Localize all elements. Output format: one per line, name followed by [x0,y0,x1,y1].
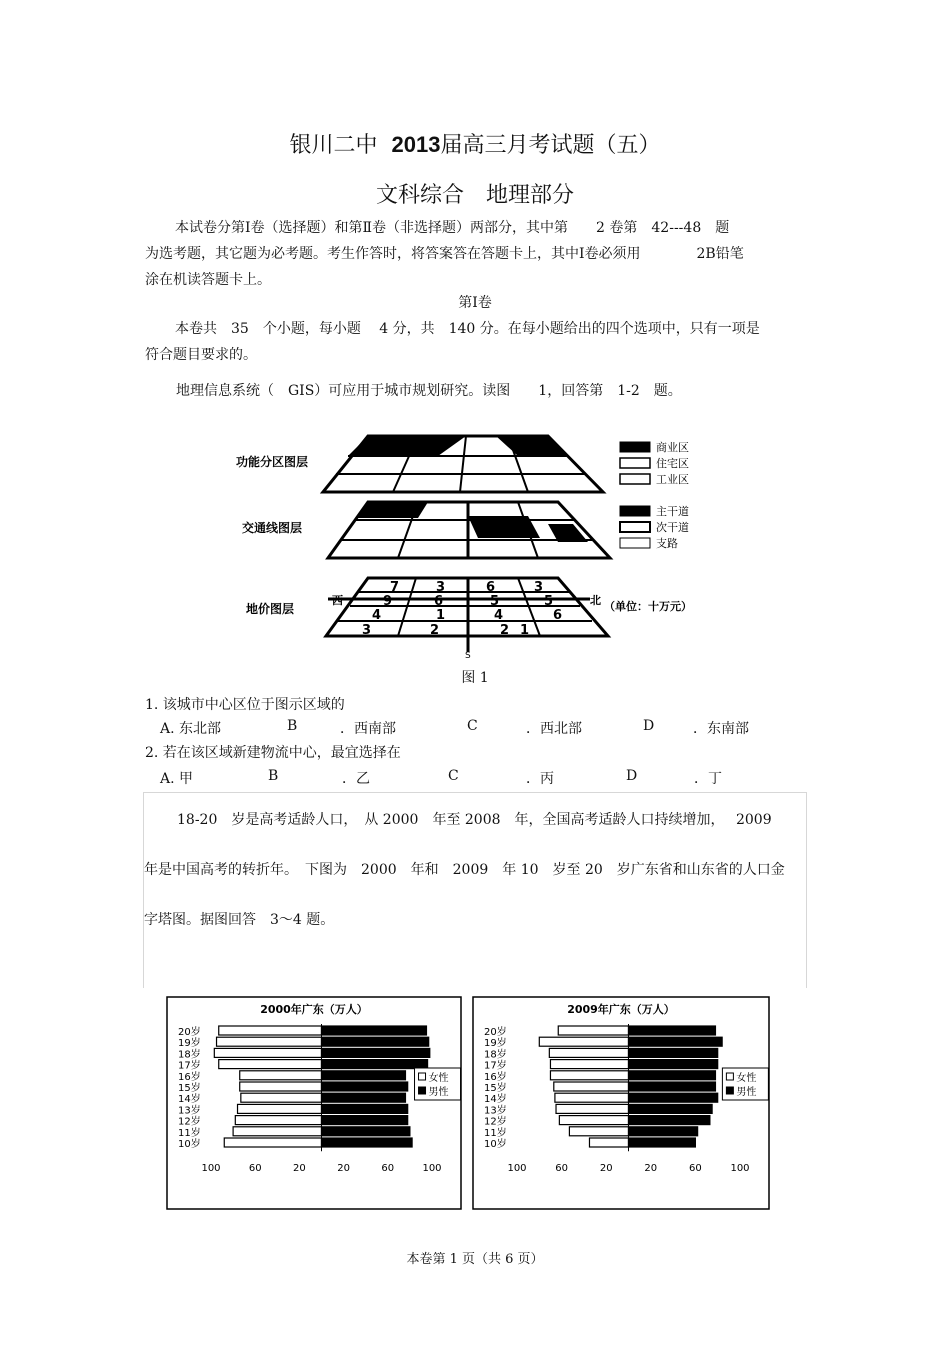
age-label: 11岁 [178,1127,201,1139]
chart-title: 2000年广东（万人） [260,1003,368,1016]
land-value: 5 [490,594,500,609]
age-label: 19岁 [484,1038,507,1050]
q2-option-b: ．乙 [342,771,370,787]
section-line-2: 符合题目要求的。 [145,347,257,363]
female-bar [235,1116,321,1125]
male-bar [629,1127,698,1136]
section-title: 第Ⅰ卷 [458,295,492,311]
legend-male-swatch [726,1087,733,1094]
female-bar [549,1048,628,1057]
page-subtitle: 文科综合 地理部分 [375,183,574,208]
age-label: 14岁 [484,1094,507,1106]
land-value: 3 [534,580,544,595]
male-bar [629,1104,713,1113]
land-value: 5 [544,594,554,609]
land-value: 3 [436,580,446,595]
x-tick-label: 60 [248,1163,262,1175]
x-tick-label: 100 [201,1163,221,1175]
male-bar [322,1048,430,1057]
legend-female-label: 女性 [736,1073,757,1084]
male-bar [322,1116,408,1125]
female-bar [219,1060,322,1069]
legend-residential: 住宅区 [656,457,689,470]
question-2-stem: 2. 若在该区域新建物流中心，最宜选择在 [145,745,401,761]
legend-female-swatch [726,1073,733,1080]
transport-layer [242,502,610,558]
legend-main-road: 主干道 [656,505,689,518]
age-label: 13岁 [484,1105,507,1117]
male-bar [629,1116,710,1125]
land-value: 4 [494,608,504,623]
function-layer [236,436,603,492]
male-bar [322,1104,408,1113]
gis-layer-figure [228,428,728,660]
land-value: 1 [520,623,530,638]
x-tick-label: 100 [507,1163,527,1175]
passage-line-1: 18-20 岁是高考适龄人口， 从 2000 年至 2008 年，全国高考适龄人口持续增加， 2009 [177,812,772,828]
land-value: 1 [436,608,446,623]
legend-secondary-road: 次干道 [656,521,689,534]
male-bar [629,1048,718,1057]
male-bar [629,1060,718,1069]
age-label: 10岁 [178,1139,201,1150]
female-bar [550,1060,628,1069]
male-bar [322,1026,427,1035]
legend-branch-road: 支路 [656,537,678,550]
male-bar [629,1138,696,1147]
page-footer: 本卷第 1 页（共 6 页） [406,1252,544,1267]
x-tick-label: 100 [422,1163,442,1175]
pyramid-chart-2000 [166,996,462,1210]
male-bar [322,1093,406,1102]
age-label: 19岁 [178,1038,201,1050]
q1-option-b-letter: B [287,718,298,734]
direction-north: 北 [590,594,601,607]
q1-option-a: A. 东北部 [160,721,222,737]
age-label: 16岁 [484,1071,507,1083]
age-label: 17岁 [484,1060,507,1072]
female-bar [240,1071,322,1080]
female-bar [219,1026,322,1035]
male-bar [629,1037,723,1046]
legend-male-swatch [419,1087,426,1094]
male-bar [322,1127,410,1136]
q1-option-c-letter: C [467,718,478,734]
female-bar [569,1127,628,1136]
road-legend [620,505,689,550]
age-label: 12岁 [484,1116,507,1128]
female-bar [539,1037,628,1046]
q1-option-c: ．西北部 [526,721,582,737]
page-title [0,128,950,159]
age-label: 13岁 [178,1105,201,1117]
female-bar [241,1093,322,1102]
layer-label-transport: 交通线图层 [242,521,303,535]
passage-line-2: 年是中国高考的转折年。 下图为 2000 年和 2009 年 10 岁至 20 岁广东省和山东省的人口金 [144,862,785,878]
layer-label-function: 功能分区图层 [236,455,309,469]
female-bar [559,1116,628,1125]
age-label: 12岁 [178,1116,201,1128]
age-label: 20岁 [178,1027,201,1038]
layer-label-land-price: 地价图层 [246,602,295,616]
male-bar [629,1026,716,1035]
passage-line-3: 字塔图。据图回答 3～4 题。 [144,912,335,928]
pyramid-chart-2009 [472,996,770,1210]
male-bar [322,1060,428,1069]
figure-1-caption: 图 1 [461,670,489,686]
female-bar [556,1104,628,1113]
land-value: 9 [383,594,393,609]
chart-title: 2009年广东（万人） [567,1003,675,1016]
age-label: 11岁 [484,1127,507,1139]
land-value: 7 [390,580,400,595]
male-bar [322,1071,406,1080]
male-bar [322,1082,408,1091]
land-value: 4 [372,608,382,623]
land-value: 2 [500,623,510,638]
title-year: 2013 [391,132,441,157]
age-label: 17岁 [178,1060,201,1072]
x-tick-label: 60 [689,1163,702,1175]
legend-industrial: 工业区 [656,473,689,486]
x-tick-label: 20 [337,1163,350,1175]
male-bar [629,1071,716,1080]
age-label: 20岁 [484,1027,507,1038]
q2-option-d-letter: D [626,768,638,784]
title-school: 银川二中 [289,133,378,158]
age-label: 10岁 [484,1139,507,1150]
land-price-unit: （单位：十万元） [604,600,692,613]
instructions-line-1: 本试卷分第Ⅰ卷（选择题）和第Ⅱ卷（非选择题）两部分，其中第 2 卷第 42---48 题 [175,220,730,236]
x-tick-label: 100 [730,1163,750,1175]
female-bar [233,1127,321,1136]
age-label: 16岁 [178,1071,201,1083]
question-1-stem: 1. 该城市中心区位于图示区域的 [145,697,345,713]
x-tick-label: 60 [381,1163,395,1175]
section-description [145,316,810,368]
q1-option-d: ．东南部 [693,721,749,737]
legend-commercial: 商业区 [656,441,689,454]
male-bar [629,1082,716,1091]
female-bar [558,1026,628,1035]
age-label: 18岁 [484,1049,507,1061]
direction-south: S [465,651,471,660]
male-bar [322,1037,429,1046]
passage-box [143,792,807,988]
instructions-line-2: 为选考题，其它题为必考题。考生作答时，将答案答在答题卡上，其中Ⅰ卷必须用 2B铅笔 [145,246,744,262]
question-intro: 地理信息系统（ GIS）可应用于城市规划研究。读图 1，回答第 1-2 题。 [176,383,682,399]
land-price-layer [246,578,692,660]
instructions-line-3: 涂在机读答题卡上。 [145,272,271,288]
section-line-1: 本卷共 35 个小题，每小题 4 分，共 140 分。在每小题给出的四个选项中，只有一项是 [175,321,760,337]
land-value: 6 [553,608,563,623]
x-tick-label: 20 [293,1163,306,1175]
q2-option-d: ．丁 [694,771,722,787]
q1-option-b: ．西南部 [340,721,396,737]
land-value: 6 [434,594,444,609]
age-label: 15岁 [484,1083,507,1094]
female-bar [589,1138,628,1147]
land-value: 3 [362,623,372,638]
legend-male-label: 男性 [428,1087,449,1098]
age-label: 14岁 [178,1094,201,1106]
age-label: 15岁 [178,1083,201,1094]
female-bar [217,1037,322,1046]
female-bar [240,1082,322,1091]
exam-instructions [145,215,810,293]
land-value: 2 [430,623,440,638]
male-bar [629,1093,718,1102]
female-bar [238,1104,322,1113]
female-bar [555,1093,629,1102]
x-tick-label: 20 [599,1163,613,1175]
q2-option-b-letter: B [268,768,279,784]
age-label: 18岁 [178,1049,201,1061]
legend-female-label: 女性 [428,1073,449,1084]
female-bar [554,1082,629,1091]
female-bar [214,1048,321,1057]
x-tick-label: 20 [644,1163,658,1175]
land-value: 6 [486,580,496,595]
direction-west: 西 [332,594,343,607]
legend-male-label: 男性 [736,1087,757,1098]
female-bar [550,1071,628,1080]
x-tick-label: 60 [555,1163,568,1175]
q1-option-d-letter: D [643,718,655,734]
q2-option-a: A. 甲 [160,771,194,787]
zone-legend [620,440,689,486]
male-bar [322,1138,413,1147]
title-rest: 届高三月考试题（五） [440,133,661,158]
q2-option-c-letter: C [448,768,459,784]
q2-option-c: ．丙 [526,771,554,787]
legend-female-swatch [419,1073,426,1080]
female-bar [224,1138,321,1147]
